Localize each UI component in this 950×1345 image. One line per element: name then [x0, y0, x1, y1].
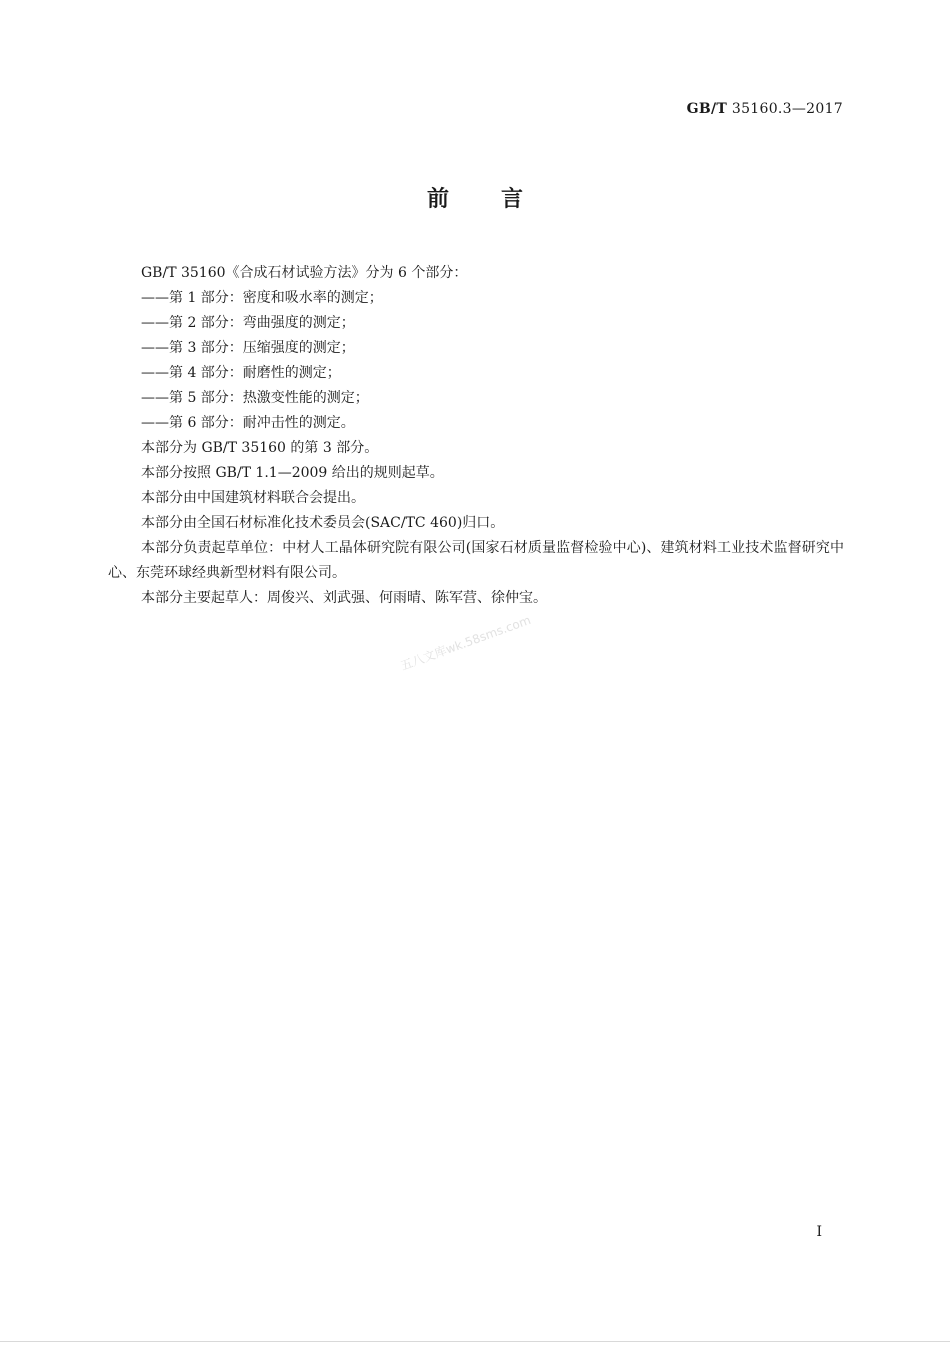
watermark: 五八文库wk.58sms.com: [398, 612, 533, 674]
paragraph: 本部分负责起草单位：中材人工晶体研究院有限公司(国家石材质量监督检验中心)、建筑材料工业技术监督研究中心、东莞环球经典新型材料有限公司。: [108, 540, 844, 581]
paragraph: 本部分由中国建筑材料联合会提出。: [141, 490, 365, 506]
standard-number: [687, 101, 843, 117]
paragraph: 本部分由全国石材标准化技术委员会(SAC/TC 460)归口。: [141, 515, 505, 531]
paragraph: GB/T 35160《合成石材试验方法》分为 6 个部分：: [141, 265, 468, 281]
paragraph: 本部分按照 GB/T 1.1—2009 给出的规则起草。: [141, 465, 444, 481]
list-item: ——第 1 部分：密度和吸水率的测定；: [141, 290, 383, 306]
list-item: ——第 4 部分：耐磨性的测定；: [141, 365, 341, 381]
foreword-body: [108, 261, 844, 611]
standard-code: GB/T: [686, 101, 728, 117]
standard-number-value: 35160.3—2017: [731, 101, 843, 117]
page-title: 前言: [426, 187, 575, 212]
paragraph: 本部分为 GB/T 35160 的第 3 部分。: [141, 440, 379, 456]
paragraph: 本部分主要起草人：周俊兴、刘武强、何雨晴、陈军营、徐仲宝。: [141, 590, 547, 606]
list-item: ——第 3 部分：压缩强度的测定；: [141, 340, 355, 356]
list-item: ——第 5 部分：热激变性能的测定；: [141, 390, 369, 406]
page-bottom-edge: [0, 1341, 950, 1342]
list-item: ——第 2 部分：弯曲强度的测定；: [141, 315, 355, 331]
list-item: ——第 6 部分：耐冲击性的测定。: [141, 415, 355, 431]
page-number: I: [816, 1224, 822, 1240]
